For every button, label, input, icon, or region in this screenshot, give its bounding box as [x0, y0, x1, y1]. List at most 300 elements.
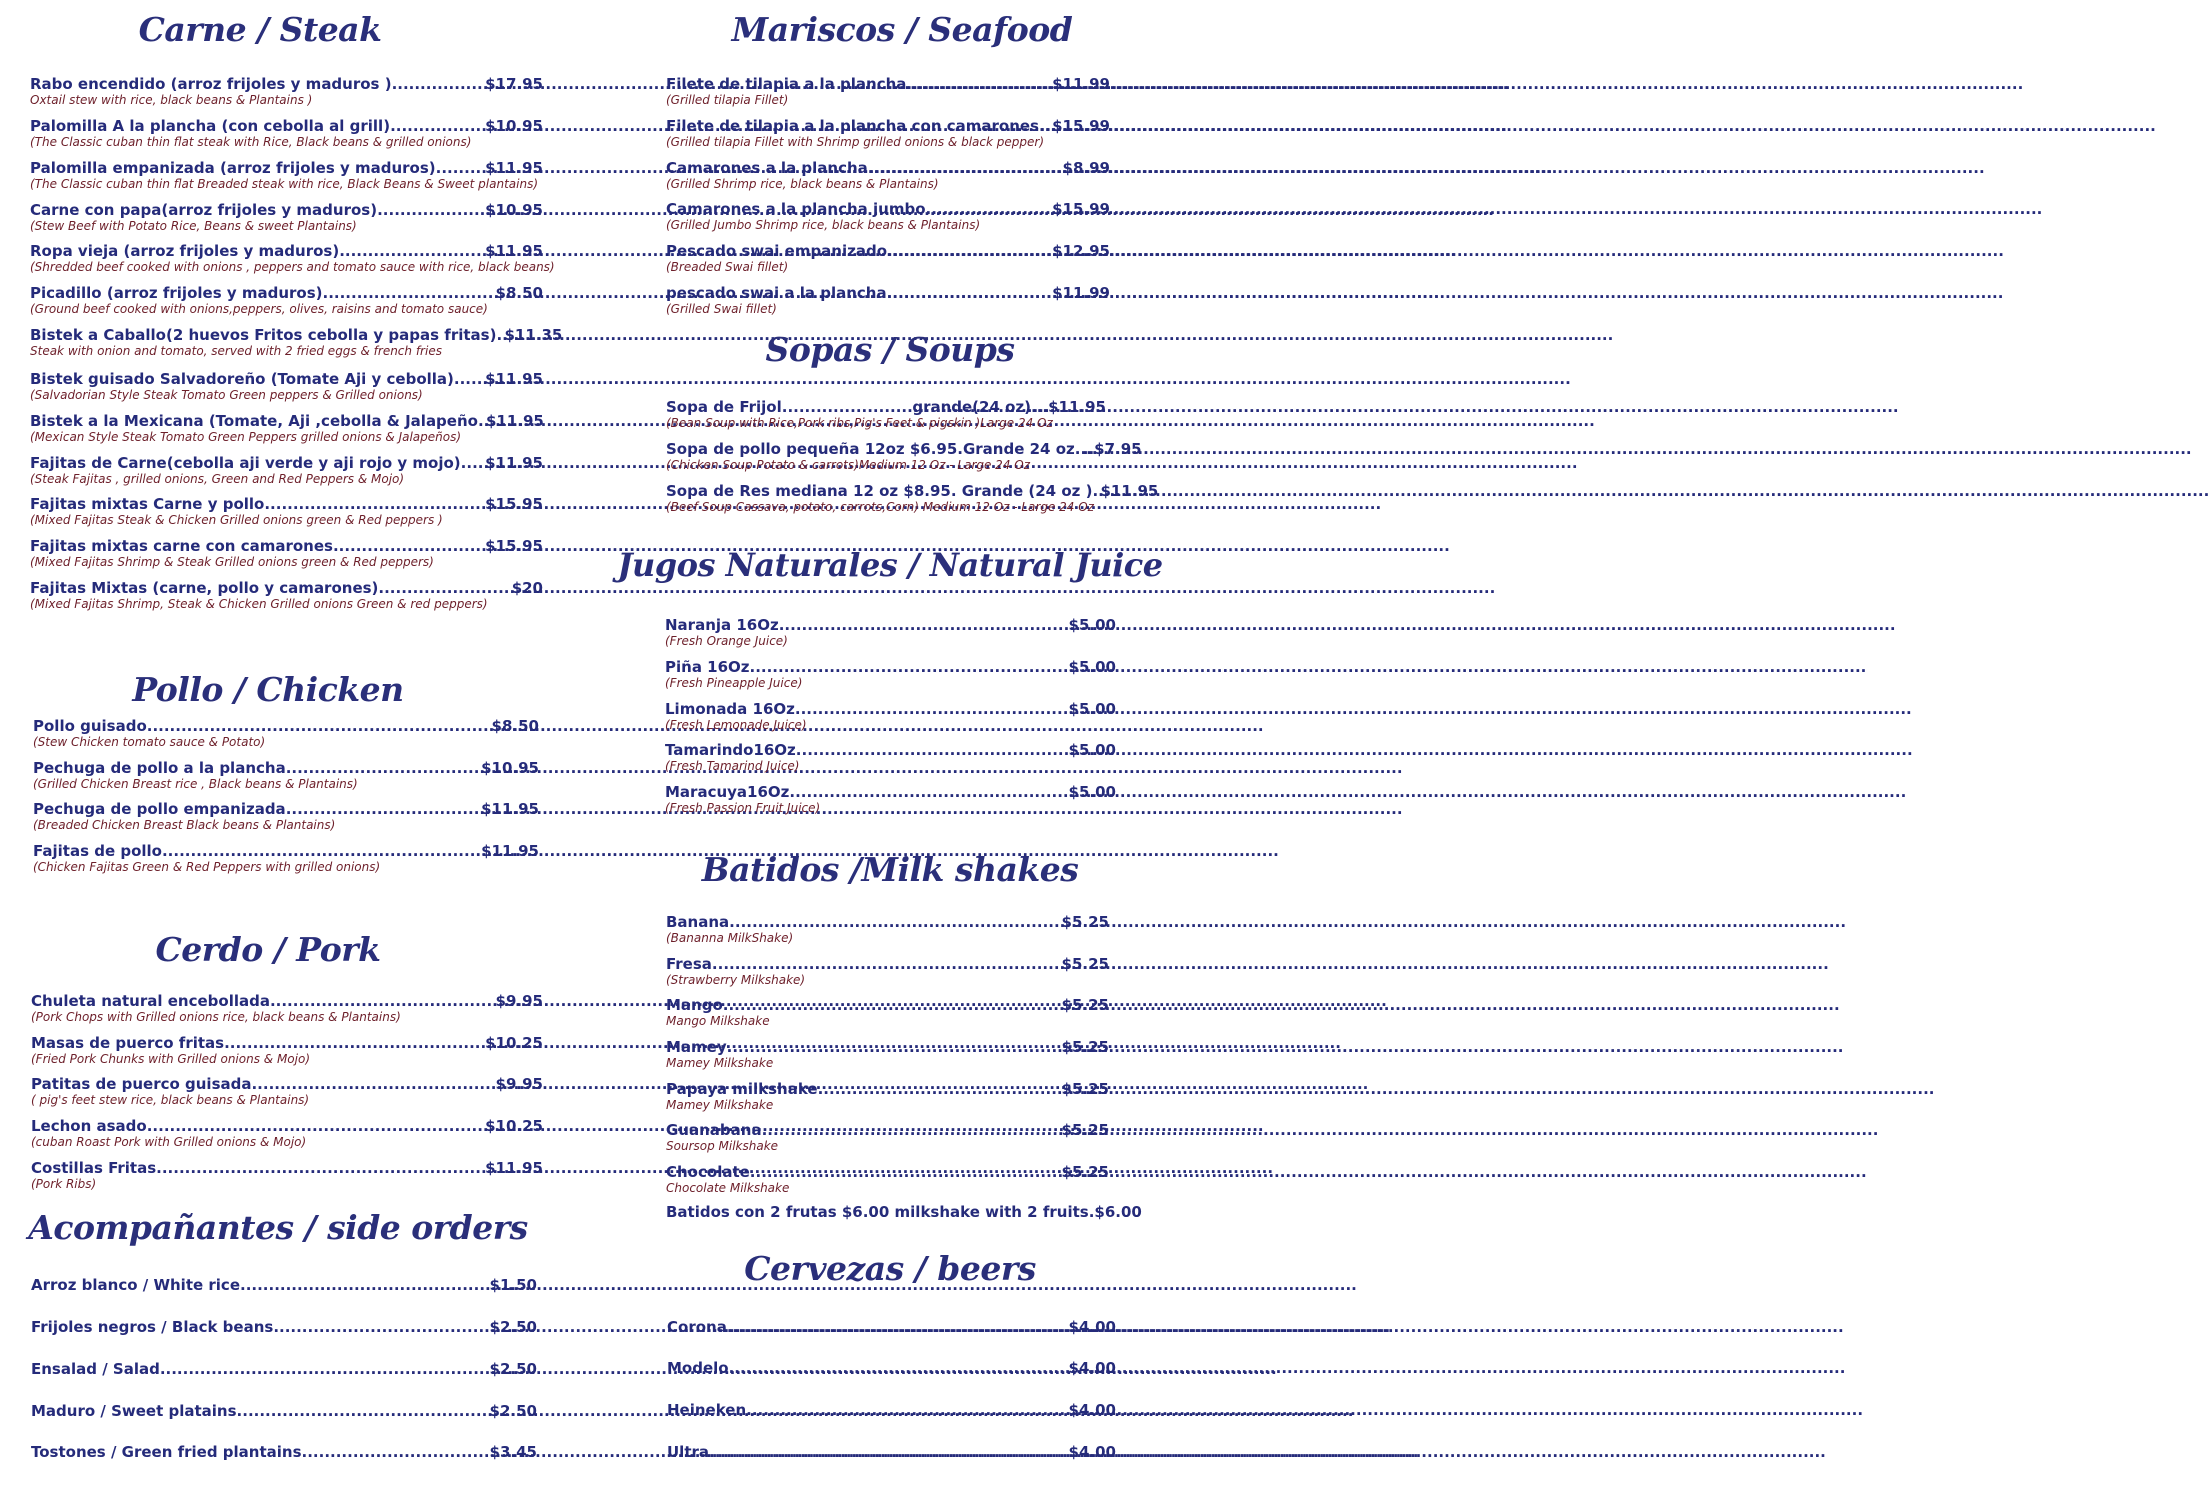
- menu-item-description: (The Classic cuban thin flat steak with Rice, Black beans & grilled onions): [30, 135, 472, 149]
- dot-leader: [286, 799, 481, 819]
- dot-leader: [273, 1317, 489, 1337]
- menu-item: [30, 369, 543, 403]
- menu-item: [33, 841, 539, 875]
- menu-item: [31, 1033, 543, 1067]
- menu-item-name: Filete de tilapia a la plancha: [666, 75, 907, 93]
- menu-item-name: Modelo: [667, 1359, 729, 1377]
- menu-item-name: Ultra: [667, 1443, 710, 1461]
- dot-leader: [727, 1317, 1069, 1337]
- menu-item-price: $10.95: [481, 759, 539, 777]
- menu-item-line: [666, 283, 1110, 303]
- dot-leader: [392, 74, 486, 94]
- menu-item-line: [666, 199, 1110, 219]
- batidos-extra-text: Batidos con 2 frutas $6.00 milkshake with 2 fruits.$6.00: [666, 1203, 1142, 1221]
- menu-item-price: $5.25: [1061, 1038, 1109, 1056]
- menu-item-line: [30, 74, 543, 94]
- menu-item-description: (Mixed Fajitas Shrimp & Steak Grilled onions green & Red peppers): [30, 555, 434, 569]
- section-title-mariscos: Mariscos / Seafood: [731, 10, 1073, 49]
- section-title-pollo: Pollo / Chicken: [132, 670, 404, 709]
- menu-item-description: (Fried Pork Chunks with Grilled onions & Mojo): [31, 1052, 310, 1066]
- menu-item-description: (Salvadorian Style Steak Tomato Green peppers & Grilled onions): [30, 388, 423, 402]
- menu-item-line: [666, 74, 1110, 94]
- menu-item-line: [666, 995, 1109, 1015]
- menu-item-name: Piña 16Oz: [665, 658, 750, 676]
- menu-item-line: [666, 912, 1109, 932]
- menu-item-price: $5.25: [1061, 913, 1109, 931]
- menu-item: [665, 782, 1116, 816]
- menu-item: [666, 241, 1110, 275]
- dot-leader: [461, 453, 485, 473]
- menu-item-price: $8.50: [491, 717, 539, 735]
- menu-item: [666, 439, 1142, 473]
- menu-item-line: [31, 1033, 543, 1053]
- menu-item-name: Maracuya16Oz: [665, 783, 790, 801]
- menu-item: [31, 1317, 537, 1337]
- menu-item: [666, 74, 1110, 108]
- menu-item-price: $11.95: [1100, 482, 1159, 500]
- menu-item: [30, 116, 543, 150]
- section-jugos: [580, 543, 1163, 587]
- menu-item-name: Camarones a la plancha jumbo: [666, 200, 926, 218]
- menu-item: [667, 1358, 1116, 1378]
- menu-item-description: (Shredded beef cooked with onions , peppers and tomato sauce with rice, black beans): [30, 260, 555, 274]
- menu-item-description: Steak with onion and tomato, served with 2 fried eggs & french fries: [30, 344, 442, 358]
- menu-item-line: [31, 1401, 537, 1421]
- menu-item-description: (Grilled tilapia Fillet with Shrimp grilled onions & black pepper): [666, 135, 1044, 149]
- menu-item-price: $11.99: [1052, 284, 1110, 302]
- menu-item-description: (Ground beef cooked with onions,peppers, olives, raisins and tomato sauce): [30, 302, 488, 316]
- menu-item-line: [667, 1442, 1116, 1462]
- dot-leader: [729, 912, 1061, 932]
- menu-item-line: [30, 158, 543, 178]
- menu-item-name: Fajitas Mixtas (carne, pollo y camarones): [30, 579, 379, 597]
- menu-item-description: (Mixed Fajitas Steak & Chicken Grilled onions green & Red peppers ): [30, 513, 443, 527]
- menu-item-price: $15.95: [485, 495, 543, 513]
- menu-item: [31, 1442, 537, 1462]
- menu-item-price: $10.25: [485, 1117, 543, 1135]
- dot-leader: [264, 494, 485, 514]
- dot-leader: [868, 158, 1063, 178]
- menu-item-description: (Bananna MilkShake): [666, 931, 794, 945]
- menu-item-description: (Stew Beef with Potato Rice, Beans & sweet Plantains): [30, 219, 357, 233]
- dot-leader: [712, 954, 1062, 974]
- menu-item-name: Tostones / Green fried plantains: [31, 1443, 302, 1461]
- menu-item-name: Bistek a la Mexicana (Tomate, Aji ,cebolla & Jalapeño: [30, 412, 478, 430]
- menu-item-line: [666, 1037, 1109, 1057]
- dot-leader: [818, 1079, 1062, 1099]
- menu-item: [31, 1074, 543, 1108]
- menu-item-description: (Steak Fajitas , grilled onions, Green and Red Peppers & Mojo): [30, 472, 405, 486]
- menu-item-price: $2.50: [489, 1318, 537, 1336]
- menu-item-description: (Fresh Passion Fruit Juice): [665, 801, 821, 815]
- menu-item-description: (Grilled Jumbo Shrimp rice, black beans & Plantains): [666, 218, 981, 232]
- menu-item: [31, 1158, 543, 1192]
- menu-item-line: [30, 411, 543, 431]
- menu-item-price: grande(24 oz)...$11.95: [912, 398, 1106, 416]
- menu-item-price: $11.95: [485, 454, 543, 472]
- dot-leader: [147, 1116, 485, 1136]
- menu-item-description: (Mixed Fajitas Shrimp, Steak & Chicken Grilled onions Green & red peppers): [30, 597, 488, 611]
- menu-item-price: $5.00: [1068, 741, 1116, 759]
- section-pollo: [0, 668, 580, 712]
- menu-item-name: Ropa vieja (arroz frijoles y maduros): [30, 242, 340, 260]
- menu-item-price: $15.99: [1052, 117, 1110, 135]
- menu-item-price: $10.95: [485, 117, 543, 135]
- menu-item-description: (Pork Chops with Grilled onions rice, black beans & Plantains): [31, 1010, 401, 1024]
- menu-item-line: [666, 481, 1159, 501]
- menu-item-description: (Mexican Style Steak Tomato Green Peppers grilled onions & Jalapeños): [30, 430, 462, 444]
- menu-item-name: Pollo guisado: [33, 717, 147, 735]
- menu-item: [30, 325, 563, 359]
- dot-leader: [286, 758, 481, 778]
- menu-item: [30, 536, 543, 570]
- menu-item-description: (Fresh Pineapple Juice): [665, 676, 803, 690]
- dot-leader: [750, 1162, 1062, 1182]
- menu-item: [666, 199, 1110, 233]
- menu-item: [666, 397, 1106, 431]
- menu-item-price: $12.95: [1052, 242, 1110, 260]
- menu-item-price: $11.95: [485, 1159, 543, 1177]
- section-cervezas: [580, 1247, 1159, 1291]
- dot-leader: [1075, 439, 1083, 459]
- section-title-jugos: Jugos Naturales / Natural Juice: [617, 546, 1163, 584]
- menu-item-price: $5.00: [1068, 658, 1116, 676]
- menu-item-line: [31, 1275, 537, 1295]
- menu-item: [666, 158, 1110, 192]
- menu-item: [666, 481, 1159, 515]
- menu-item-name: Ensalad / Salad: [31, 1360, 160, 1378]
- menu-item-line: [666, 954, 1109, 974]
- section-carne: [0, 8, 580, 52]
- menu-item-name: Arroz blanco / White rice: [31, 1276, 240, 1294]
- dot-leader: [323, 283, 496, 303]
- dot-leader: [795, 699, 1069, 719]
- dot-leader: [789, 782, 1068, 802]
- dot-leader: [251, 1074, 495, 1094]
- menu-item: [30, 411, 543, 445]
- menu-item-line: [666, 1162, 1109, 1182]
- section-cerdo: [0, 928, 580, 972]
- section-title-sides: Acompañantes / side orders: [28, 1208, 528, 1247]
- menu-item-line: [31, 1074, 543, 1094]
- menu-item-name: Fajitas mixtas Carne y pollo: [30, 495, 265, 513]
- menu-item-description: Mamey Milkshake: [666, 1056, 774, 1070]
- menu-item: [31, 1401, 537, 1421]
- dot-leader: [887, 283, 1053, 303]
- menu-item-price: $3.45: [489, 1443, 537, 1461]
- dot-leader: [727, 1037, 1062, 1057]
- menu-item-line: [31, 1317, 537, 1337]
- menu-item: [31, 991, 543, 1025]
- dot-leader: [750, 657, 1069, 677]
- menu-item-line: [30, 453, 543, 473]
- batidos-two-fruits-line: [666, 1202, 1142, 1222]
- dot-leader: [729, 1358, 1069, 1378]
- dot-leader: [709, 1442, 1069, 1462]
- menu-item-description: ( pig's feet stew rice, black beans & Plantains): [31, 1093, 310, 1107]
- dot-leader: [237, 1401, 490, 1421]
- menu-item-price: $11.95: [481, 842, 539, 860]
- menu-item-price: $5.25: [1061, 996, 1109, 1014]
- menu-item: [666, 116, 1110, 150]
- menu-item: [31, 1275, 537, 1295]
- menu-item-line: [30, 116, 543, 136]
- dot-leader: [1039, 116, 1052, 136]
- menu-item-description: (Grilled Shrimp rice, black beans & Plantains): [666, 177, 939, 191]
- menu-item: [666, 283, 1110, 317]
- menu-item-line: [667, 1317, 1116, 1337]
- menu-item-price: $5.25: [1061, 1121, 1109, 1139]
- dot-leader: [377, 200, 485, 220]
- menu-item-line: [33, 799, 539, 819]
- menu-item-name: Carne con papa(arroz frijoles y maduros): [30, 201, 378, 219]
- menu-item-name: Papaya milkshake: [666, 1080, 818, 1098]
- menu-item-name: Masas de puerco fritas: [31, 1034, 225, 1052]
- section-sides: [0, 1206, 580, 1250]
- menu-item-line: [665, 699, 1116, 719]
- menu-item: [666, 1079, 1109, 1113]
- menu-item-name: Bistek guisado Salvadoreño (Tomate Aji y cebolla): [30, 370, 454, 388]
- dot-leader: [762, 1120, 1062, 1140]
- dot-leader: [436, 158, 485, 178]
- menu-item-name: Pechuga de pollo empanizada: [33, 800, 286, 818]
- menu-item-line: [666, 158, 1110, 178]
- menu-item-price: $11.95: [485, 370, 543, 388]
- menu-item-name: pescado swai a la plancha: [666, 284, 887, 302]
- menu-item: [30, 494, 543, 528]
- menu-item-name: Limonada 16Oz: [665, 700, 795, 718]
- section-sopas: [580, 328, 1159, 372]
- dot-leader: [496, 325, 504, 345]
- menu-item-price: $4.00: [1068, 1443, 1116, 1461]
- menu-item-name: Fresa: [666, 955, 712, 973]
- dot-leader: [160, 1359, 490, 1379]
- dot-leader: [478, 411, 486, 431]
- menu-item-name: Maduro / Sweet platains: [31, 1402, 237, 1420]
- section-title-carne: Carne / Steak: [138, 10, 382, 49]
- menu-item-name: Naranja 16Oz: [665, 616, 779, 634]
- menu-item-name: Filete de tilapia a la plancha con camarones: [666, 117, 1039, 135]
- menu-item-name: Sopa de pollo pequeña 12oz $6.95.Grande 24 oz: [666, 440, 1075, 458]
- menu-item: [666, 1162, 1109, 1196]
- section-mariscos: [580, 8, 1159, 52]
- menu-item-line: [33, 716, 539, 736]
- menu-item-name: Guanabana: [666, 1121, 762, 1139]
- menu-item-description: (cuban Roast Pork with Grilled onions & Mojo): [31, 1135, 307, 1149]
- dot-leader: [796, 740, 1069, 760]
- menu-item-description: Mamey Milkshake: [666, 1098, 774, 1112]
- menu-item-name: Rabo encendido (arroz frijoles y maduros ): [30, 75, 392, 93]
- menu-item-price: $20: [511, 579, 543, 597]
- menu-item: [30, 74, 543, 108]
- menu-item-line: [665, 740, 1116, 760]
- menu-item-name: Frijoles negros / Black beans: [31, 1318, 274, 1336]
- menu-item-price: $15.95: [485, 537, 543, 555]
- menu-item: [33, 758, 539, 792]
- menu-item-line: [665, 782, 1116, 802]
- section-title-batidos: Batidos /Milk shakes: [701, 850, 1079, 889]
- menu-item-line: [33, 841, 539, 861]
- menu-item-name: Costillas Fritas: [31, 1159, 157, 1177]
- menu-item-line: [30, 369, 543, 389]
- menu-item-price: $10.25: [485, 1034, 543, 1052]
- menu-item-name: Bistek a Caballo(2 huevos Fritos cebolla y papas fritas): [30, 326, 497, 344]
- menu-item-price: $5.25: [1061, 1080, 1109, 1098]
- menu-item-price: $5.00: [1068, 700, 1116, 718]
- menu-item-line: [667, 1400, 1116, 1420]
- menu-item: [33, 716, 539, 750]
- dot-leader: [333, 536, 485, 556]
- menu-item: [667, 1442, 1116, 1462]
- menu-item-line: [31, 991, 543, 1011]
- dot-leader: [224, 1033, 485, 1053]
- menu-item-price: $11.95: [485, 159, 543, 177]
- menu-item-description: (Stew Chicken tomato sauce & Potato): [33, 735, 266, 749]
- menu-item-name: Banana: [666, 913, 730, 931]
- dot-leader: [887, 241, 1052, 261]
- menu-item-name: Lechon asado: [31, 1117, 147, 1135]
- menu-item-price: $9.95: [495, 992, 543, 1010]
- menu-item-price: $11.95: [485, 412, 544, 430]
- menu-item-line: [31, 1442, 537, 1462]
- dot-leader: [270, 991, 496, 1011]
- menu-item-line: [31, 1359, 537, 1379]
- menu-item-line: [30, 200, 543, 220]
- menu-item-price: $15.99: [1052, 200, 1110, 218]
- menu-item-price: $11.95: [485, 242, 543, 260]
- menu-item-line: [30, 494, 543, 514]
- menu-item-name: Chuleta natural encebollada: [31, 992, 270, 1010]
- dot-leader: [378, 578, 511, 598]
- menu-item-name: Mamey: [666, 1038, 727, 1056]
- menu-item-line: [31, 1158, 543, 1178]
- dot-leader: [723, 995, 1062, 1015]
- menu-item-price: $5.00: [1068, 616, 1116, 634]
- dot-leader: [454, 369, 485, 389]
- menu-item-name: Camarones a la plancha: [666, 159, 868, 177]
- menu-item: [30, 241, 555, 275]
- menu-item-line: [666, 439, 1142, 459]
- menu-item: [666, 954, 1109, 988]
- menu-item: [30, 453, 543, 487]
- menu-item-line: [667, 1358, 1116, 1378]
- menu-item: [665, 740, 1116, 774]
- menu-item-price: $9.95: [495, 1075, 543, 1093]
- menu-item-line: [33, 758, 539, 778]
- menu-item-price: $1.50: [489, 1276, 537, 1294]
- menu-item-line: [31, 1116, 543, 1136]
- dot-leader: [156, 1158, 485, 1178]
- menu-item: [666, 912, 1109, 946]
- menu-item-description: (Fresh Lemonade Juice): [665, 718, 807, 732]
- menu-item-line: [30, 325, 563, 345]
- menu-item-description: (Breaded Chicken Breast Black beans & Plantains): [33, 818, 336, 832]
- dot-leader: [1092, 481, 1100, 501]
- menu-item-line: [30, 241, 543, 261]
- menu-item-name: Sopa de Frijol: [666, 398, 782, 416]
- menu-item-description: Chocolate Milkshake: [666, 1181, 790, 1195]
- menu-item: [665, 699, 1116, 733]
- menu-item: [666, 1120, 1109, 1154]
- menu-item-name: Corona: [667, 1318, 727, 1336]
- menu-item-name: Palomilla A la plancha (con cebolla al grill): [30, 117, 391, 135]
- menu-item-name: Sopa de Res mediana 12 oz $8.95. Grande (24 oz ): [666, 482, 1093, 500]
- menu-item-description: (Pork Ribs): [31, 1177, 97, 1191]
- menu-item-description: (Breaded Swai fillet): [666, 260, 789, 274]
- menu-item-name: Pescado swai empanizado: [666, 242, 888, 260]
- menu-item-description: (Grilled tilapia Fillet): [666, 93, 789, 107]
- menu-item-price: $11.99: [1052, 75, 1110, 93]
- dot-leader: [390, 116, 485, 136]
- menu-item-name: Patitas de puerco guisada: [31, 1075, 252, 1093]
- menu-item-description: Mango Milkshake: [666, 1014, 770, 1028]
- menu-item: [31, 1116, 543, 1150]
- menu-item-description: (The Classic cuban thin flat Breaded steak with rice, Black Beans & Sweet plantains): [30, 177, 539, 191]
- menu-item-price: $8.50: [495, 284, 543, 302]
- menu-item-line: [666, 116, 1110, 136]
- menu-item-price: $5.00: [1068, 783, 1116, 801]
- menu-item-price: $2.50: [489, 1402, 537, 1420]
- menu-item-price: $5.25: [1061, 1163, 1109, 1181]
- menu-item-description: Oxtail stew with rice, black beans & Plantains ): [30, 93, 313, 107]
- menu-item-name: Fajitas mixtas carne con camarones: [30, 537, 333, 555]
- dot-leader: [339, 241, 485, 261]
- menu-item: [30, 578, 543, 612]
- dot-leader: [746, 1400, 1068, 1420]
- menu-item: [33, 799, 539, 833]
- menu-item-name: Pechuga de pollo a la plancha: [33, 759, 286, 777]
- dot-leader: [782, 397, 913, 417]
- menu-item-description: (Chicken Soup Potato & carrots)Medium 12 Oz - Large 24 Oz: [666, 458, 1031, 472]
- menu-item-name: Heineken: [667, 1401, 747, 1419]
- menu-item: [667, 1400, 1116, 1420]
- menu-item-price: $11.95: [481, 800, 539, 818]
- menu-item-price: $4.00: [1068, 1318, 1116, 1336]
- section-title-cervezas: Cervezas / beers: [744, 1249, 1036, 1288]
- menu-item-price: $11.35: [504, 326, 563, 344]
- menu-item-description: (Fresh Tamarind Juice): [665, 759, 800, 773]
- menu-item-line: [666, 397, 1106, 417]
- menu-item: [665, 657, 1116, 691]
- menu-item-price: $2.50: [489, 1360, 537, 1378]
- menu-item-description: (Fresh Orange Juice): [665, 634, 788, 648]
- dot-leader: [779, 615, 1069, 635]
- menu-item-line: [666, 1120, 1109, 1140]
- menu-item-name: Fajitas de pollo: [33, 842, 162, 860]
- menu-item: [30, 158, 543, 192]
- menu-item-price: $17.95: [485, 75, 543, 93]
- menu-item-price: $4.00: [1068, 1359, 1116, 1377]
- menu-item-description: (Grilled Swai fillet): [666, 302, 777, 316]
- menu-item-description: Soursop Milkshake: [666, 1139, 779, 1153]
- menu-item-line: [666, 241, 1110, 261]
- menu-item-line: [30, 536, 543, 556]
- dot-leader: [906, 74, 1052, 94]
- section-title-sopas: Sopas / Soups: [765, 330, 1015, 369]
- menu-item-price: $8.99: [1062, 159, 1110, 177]
- menu-item-name: Fajitas de Carne(cebolla aji verde y aji rojo y mojo): [30, 454, 461, 472]
- menu-item-price: ..$7.95: [1082, 440, 1142, 458]
- menu-item: [667, 1317, 1116, 1337]
- menu-item-price: $4.00: [1068, 1401, 1116, 1419]
- menu-item: [666, 1037, 1109, 1071]
- dot-leader: [302, 1442, 490, 1462]
- menu-item-name: Palomilla empanizada (arroz frijoles y maduros): [30, 159, 436, 177]
- menu-item: [665, 615, 1116, 649]
- section-batidos: [580, 848, 1159, 892]
- dot-leader: [926, 199, 1053, 219]
- menu-item-line: [665, 657, 1116, 677]
